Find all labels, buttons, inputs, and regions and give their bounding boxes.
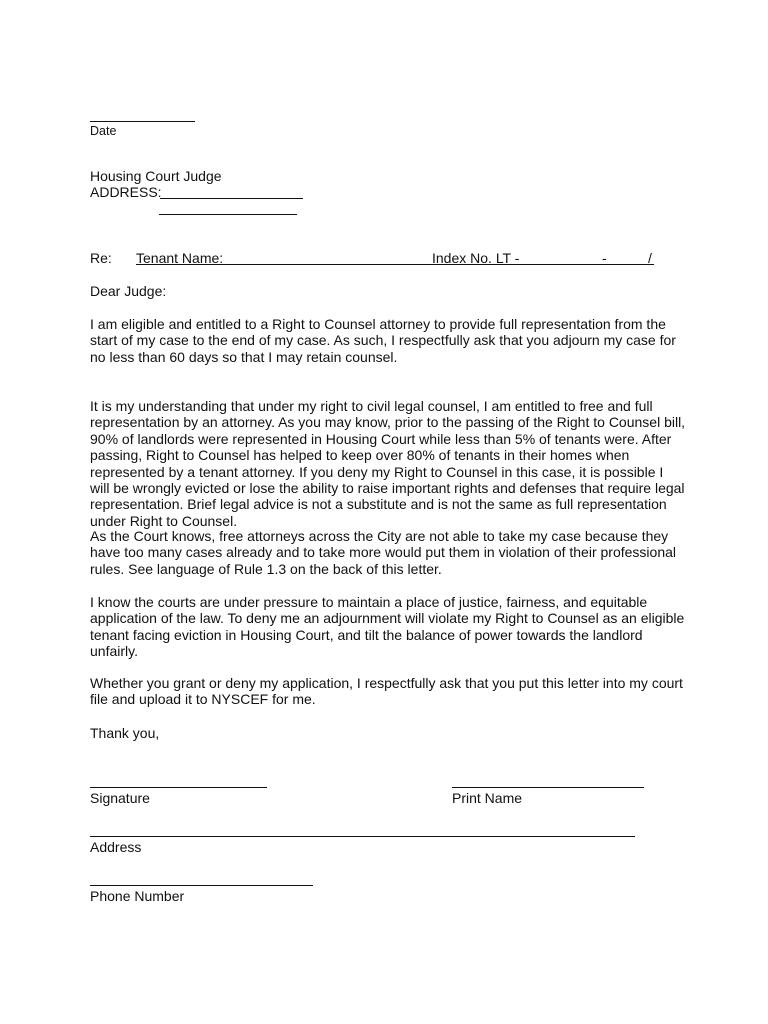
address-blank-line-2 — [159, 214, 297, 215]
body-paragraph: I know the courts are under pressure to maintain a place of justice, fairness, and equitable application of the law. To deny me an adjournment will violate my Right to Counsel as an eligible tenant facing eviction in Housing Court, and tilt the balance of power towards the landlord unfairly. — [90, 594, 685, 660]
date-label: Date — [90, 124, 117, 138]
index-dash: - — [602, 250, 607, 266]
date-blank-line — [90, 121, 195, 122]
addressee: Housing Court Judge — [90, 168, 222, 184]
body-paragraph: Whether you grant or deny my application, I respectfully ask that you put this letter into my court file and upload it to NYSCEF for me. — [90, 675, 683, 708]
closing: Thank you, — [90, 725, 160, 741]
address-line — [90, 836, 635, 837]
tenant-name-label: Tenant Name: — [136, 250, 224, 266]
address-field-label: Address — [90, 839, 142, 855]
index-slash: / — [648, 250, 652, 266]
body-paragraph: As the Court knows, free attorneys across the City are not able to take my case because they have too many cases already and to take more would put them in violation of their professional rules. See language of Rule 1.3 on the back of this letter. — [90, 528, 676, 577]
print-name-line — [452, 787, 644, 788]
re-label: Re: — [90, 250, 112, 266]
address-blank-line-1 — [160, 198, 303, 199]
print-name-label: Print Name — [452, 790, 523, 806]
salutation: Dear Judge: — [90, 283, 167, 299]
body-paragraph: I am eligible and entitled to a Right to Counsel attorney to provide full representation from the start of my case to the end of my case. As such, I respectfully ask that you adjourn my case for no less than 60 days so that I may retain counsel. — [90, 316, 676, 365]
body-paragraph: It is my understanding that under my right to civil legal counsel, I am entitled to free and full representation by an attorney. As you may know, prior to the passing of the Right to Counsel bill, 90% of landlords were represented in Housing Court while less than 5% of tenants were. After passing, Right to Counsel has helped to keep over 80% of tenants in their homes when represented by a tenant attorney. If you deny my Right to Counsel in this case, it is possible I will be wrongly evicted or lose the ability to raise important rights and defenses that require legal representation. Brief legal advice is not a substitute and is not the same as full representation under Right to Counsel. — [90, 398, 686, 529]
index-label: Index No. LT - — [432, 250, 520, 266]
address-label: ADDRESS: — [90, 184, 162, 200]
signature-line — [90, 787, 267, 788]
signature-label: Signature — [90, 790, 150, 806]
phone-line — [90, 885, 313, 886]
phone-label: Phone Number — [90, 888, 185, 904]
re-underline — [136, 264, 654, 265]
